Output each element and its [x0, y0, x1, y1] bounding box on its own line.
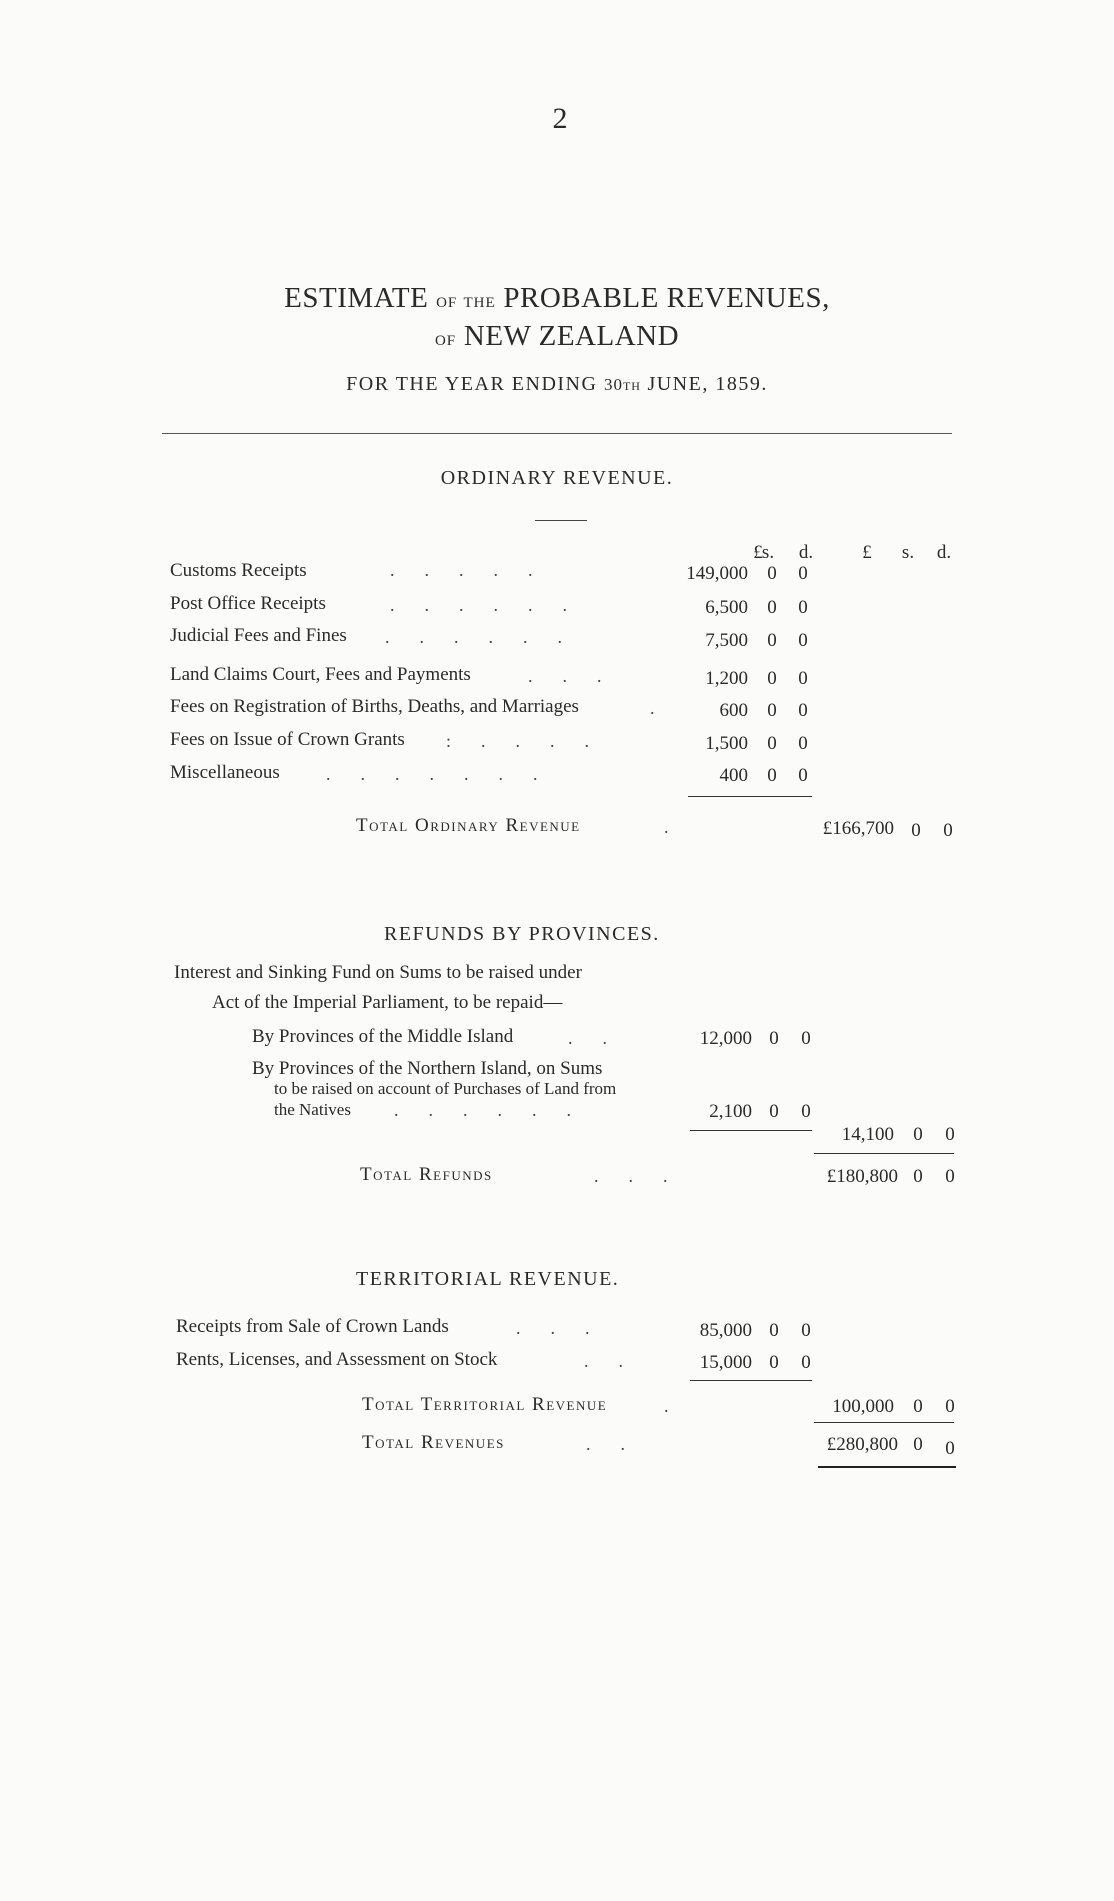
- row-label: Receipts from Sale of Crown Lands: [176, 1316, 449, 1337]
- subtitle-text: FOR THE YEAR ENDING: [346, 373, 598, 395]
- row-pence: 0: [801, 1101, 811, 1122]
- title-word-of-the: of the: [436, 288, 496, 312]
- document-subtitle: [0, 373, 1114, 396]
- row-amount: 400: [719, 765, 748, 786]
- row-shillings: 0: [767, 630, 777, 651]
- row-shillings: 0: [767, 765, 777, 786]
- row-shillings: 0: [767, 700, 777, 721]
- row-amount: 1,200: [705, 668, 748, 689]
- dot-leader: .......: [326, 764, 568, 784]
- row-pence: 0: [801, 1028, 811, 1049]
- row-label: Miscellaneous: [170, 762, 280, 783]
- subtitle-date: JUNE, 1859.: [647, 373, 768, 395]
- row-label-line1: By Provinces of the Northern Island, on Sums: [252, 1058, 603, 1079]
- dot-leader: .: [664, 1396, 699, 1416]
- dot-leader: .....: [390, 560, 563, 580]
- row-label: Rents, Licenses, and Assessment on Stock: [176, 1349, 498, 1370]
- col-head-pounds-2: £: [862, 542, 872, 563]
- dot-leader: ......: [385, 627, 592, 647]
- row-shillings: 0: [767, 733, 777, 754]
- row-shillings: 0: [767, 597, 777, 618]
- col-head-pence: d.: [798, 542, 814, 563]
- double-rule: [818, 1466, 956, 1468]
- title-word-revenues: REVENUES,: [666, 282, 830, 314]
- dot-leader: ...: [594, 1166, 698, 1186]
- dot-leader: ...: [516, 1318, 620, 1338]
- row-amount: 85,000: [699, 1320, 752, 1341]
- territorial-heading: TERRITORIAL REVENUE.: [356, 1268, 620, 1290]
- total-pence: 0: [943, 820, 953, 841]
- title-word-probable: PROBABLE: [503, 282, 659, 314]
- title-word-new-zealand: NEW ZEALAND: [463, 320, 680, 352]
- row-shillings: 0: [767, 563, 777, 584]
- row-pence: 0: [798, 733, 808, 754]
- row-amount: 7,500: [705, 630, 748, 651]
- dot-leader: ......: [394, 1100, 601, 1120]
- dot-leader: ...: [528, 666, 632, 686]
- row-amount: 600: [719, 700, 748, 721]
- grand-total-pence: 0: [945, 1438, 955, 1459]
- total-label: Total Refunds: [360, 1164, 493, 1185]
- grand-total-amount: £280,800: [826, 1434, 898, 1455]
- section-divider: [535, 520, 587, 521]
- total-shillings: 0: [913, 1396, 923, 1417]
- dot-leader: .: [664, 817, 699, 837]
- row-pence: 0: [798, 765, 808, 786]
- total-label: Total Ordinary Revenue: [356, 815, 581, 836]
- row-amount: 6,500: [705, 597, 748, 618]
- total-pence: 0: [945, 1396, 955, 1417]
- refunds-heading: REFUNDS BY PROVINCES.: [384, 923, 660, 945]
- row-label-line2: to be raised on account of Purchases of Land from: [274, 1079, 617, 1098]
- dot-leader: ..: [584, 1351, 653, 1371]
- total-shillings: 0: [913, 1166, 923, 1187]
- row-shillings: 0: [769, 1101, 779, 1122]
- col-head-shillings-2: s.: [901, 542, 915, 563]
- row-amount: 149,000: [686, 563, 748, 584]
- row-shillings: 0: [767, 668, 777, 689]
- sum-rule: [814, 1422, 954, 1423]
- title-word-estimate: ESTIMATE: [284, 282, 429, 314]
- total-amount: 100,000: [832, 1396, 894, 1417]
- subtitle-day: 30th: [603, 375, 641, 394]
- subtotal-pence: 0: [945, 1124, 955, 1145]
- row-amount: 15,000: [699, 1352, 752, 1373]
- ordinary-revenue-heading: ORDINARY REVENUE.: [440, 467, 674, 489]
- dot-leader: ..: [568, 1028, 637, 1048]
- row-label: Judicial Fees and Fines: [170, 625, 347, 646]
- dot-leader: :....: [446, 731, 620, 751]
- total-amount: £180,800: [826, 1166, 898, 1187]
- sum-rule: [688, 796, 812, 797]
- grand-total-label: Total Revenues: [362, 1432, 505, 1453]
- row-amount: 12,000: [699, 1028, 752, 1049]
- total-shillings: 0: [911, 820, 921, 841]
- row-pence: 0: [801, 1320, 811, 1341]
- total-label: Total Territorial Revenue: [362, 1394, 608, 1415]
- total-amount: £166,700: [822, 818, 894, 839]
- total-pence: 0: [945, 1166, 955, 1187]
- document-title: [0, 282, 1114, 315]
- subtotal-amount: 14,100: [841, 1124, 894, 1145]
- title-word-of: of: [434, 326, 457, 350]
- row-shillings: 0: [769, 1320, 779, 1341]
- row-pence: 0: [798, 668, 808, 689]
- row-label: Fees on Issue of Crown Grants: [170, 729, 405, 750]
- page-number: 2: [552, 102, 568, 135]
- dot-leader: .: [650, 698, 685, 718]
- row-label: Fees on Registration of Births, Deaths, and Marriages: [170, 696, 579, 717]
- grand-total-shillings: 0: [913, 1434, 923, 1455]
- row-label: Land Claims Court, Fees and Payments: [170, 664, 471, 685]
- row-pence: 0: [798, 630, 808, 651]
- row-shillings: 0: [769, 1028, 779, 1049]
- row-amount: 2,100: [709, 1101, 752, 1122]
- document-title-line2: [0, 320, 1114, 353]
- sum-rule: [690, 1380, 812, 1381]
- dot-leader: ......: [390, 595, 597, 615]
- header-divider: [162, 433, 952, 434]
- row-amount: 1,500: [705, 733, 748, 754]
- row-label: Post Office Receipts: [170, 593, 326, 614]
- refunds-intro-line2: Act of the Imperial Parliament, to be repaid—: [212, 992, 563, 1013]
- col-head-pounds: £: [753, 542, 763, 563]
- sum-rule: [814, 1153, 954, 1154]
- row-shillings: 0: [769, 1352, 779, 1373]
- col-head-shillings: s.: [761, 542, 775, 563]
- col-head-pence-2: d.: [936, 542, 952, 563]
- row-pence: 0: [798, 597, 808, 618]
- dot-leader: ..: [586, 1434, 655, 1454]
- row-pence: 0: [798, 563, 808, 584]
- row-pence: 0: [798, 700, 808, 721]
- refunds-intro-line1: Interest and Sinking Fund on Sums to be raised under: [174, 962, 582, 983]
- subtotal-shillings: 0: [913, 1124, 923, 1145]
- row-label: By Provinces of the Middle Island: [252, 1026, 514, 1047]
- row-pence: 0: [801, 1352, 811, 1373]
- row-label: Customs Receipts: [170, 560, 307, 581]
- row-label-line3: the Natives: [274, 1100, 351, 1119]
